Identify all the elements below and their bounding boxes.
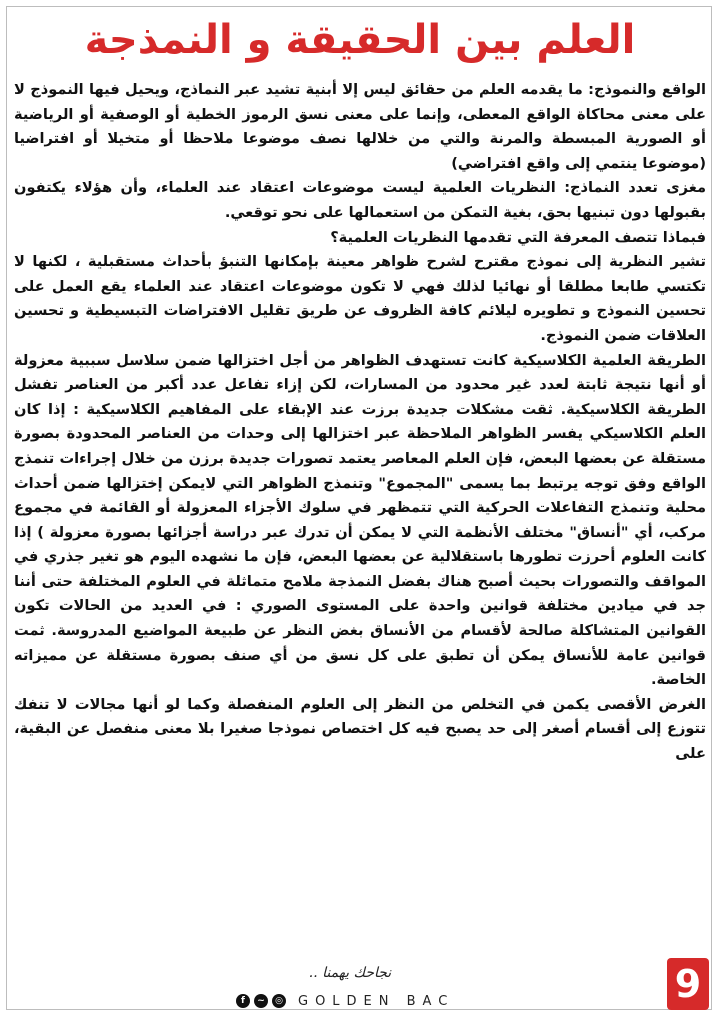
instagram-icon[interactable]: ◎ xyxy=(272,994,286,1008)
footer xyxy=(0,958,720,1018)
messenger-icon[interactable]: ~ xyxy=(254,994,268,1008)
paragraph-reality-model: الواقع والنموذج: ما يقدمه العلم من حقائق ليس إلا أبنية تشيد عبر النماذج، ويحيل فيها النموذج لا على معنى محاكاة الواقع المعطى، وإنما على معنى نسق الرموز الخطية أو الوصفية أو الرياضية أو الصورية المبسطة والمرنة والتي من خلالها نصف موضوعا ملاحظا أو متخيلا أو افتراضيا (موضوعا ينتمي إلى واقع افتراضي) xyxy=(14,81,706,172)
paragraph-ultimate-goal: الغرض الأقصى يكمن في التخلص من النظر إلى العلوم المنفصلة وكما لو أنها مجالات لا تنفك تتوزع إلى أقسام أصغر إلى حد يصبح فيه كل اختصاص نموذجا صغيرا بلا معنى منفصل عن البقية، على xyxy=(14,695,706,763)
paragraph-question: فبماذا تتصف المعرفة التي تقدمها النظريات العلمية؟ xyxy=(330,228,706,246)
article-body xyxy=(14,78,706,978)
social-bar xyxy=(236,990,454,1012)
paragraph-theory: تشير النظرية إلى نموذج مقترح لشرح ظواهر معينة بإمكانها التنبؤ بأحداث مستقبلية ، لكنها لا تكتسي طابعا مطلقا أو نهائيا لذلك فهي لا تكون موضوعات اعتقاد عند العلماء يقع العمل على تحسين النموذج و تطويره ليلائم كافة الظروف عن طريق تقليل الافتراضات التبسيطية و تحسين العلاقات ضمن النموذج. xyxy=(14,253,706,344)
paragraph-multiple-models: مغزى تعدد النماذج: النظريات العلمية ليست موضوعات اعتقاد عند العلماء، وأن هؤلاء يكتفون بقبولها دون تبنيها بحق، بغية التمكن من استعمالها على نحو توقعي. xyxy=(14,179,706,221)
brand-name: GOLDEN BAC xyxy=(298,993,455,1009)
page-number: 9 xyxy=(667,958,709,1010)
signature: نجاحك يهمنا .. xyxy=(308,965,392,981)
facebook-icon[interactable]: f xyxy=(236,994,250,1008)
page-title: العلم بين الحقيقة و النمذجة xyxy=(84,17,636,63)
paragraph-classical-method: الطريقة العلمية الكلاسيكية كانت تستهدف الظواهر من أجل اختزالها ضمن سلاسل سببية معزولة أو أنها نتيجة ثابتة لعدد غير محدود من المسارات، لكن إزاء تفاعل عدد أكبر من العناصر تفشل الطريقة الكلاسيكية. ثقت مشكلات جديدة برزت عند الإبقاء على المفاهيم الكلاسيكية : إذا كان العلم الكلاسيكي يفسر الظواهر الملاحظة عبر اختزالها إلى وحدات من العناصر المحدودة بصورة مستقلة عن بعضها البعض، فإن العلم المعاصر يعتمد تصورات جديدة برزن من خلال إجراءات تنمذج الواقع وفق توجه يرتبط بما يسمى "المجموع" وتنمذج الظواهر التي لايمكن إختزالها ضمن أحداث محلية وتنمذج التفاعلات الحركية التي تتمظهر في سلوك الأجزاء المعزولة أو القائمة في مجموع مركب، أي "أنساق" مختلف الأنظمة التي لا يمكن أن تدرك عبر دراسة أجزائها بصورة معزولة ) إذا كانت العلوم أحرزت تطورها باستقلالية عن بعضها البعض، فإن ما نشهده اليوم هو تغير جذري في المواقف والتصورات بحيث أصبح هناك بفضل النمذجة ملامح متماثلة في العلوم المختلفة حتى أننا جد في ميادين مختلفة قوانين واحدة على المستوى الصوري : في العديد من الحالات تكون القوانين المتشاكلة صالحة لأقسام من الأنساق بغض النظر عن طبيعة المواضيع المدروسة. ثمت قوانين عامة للأنساق يمكن أن تطبق على كل نسق من أي صنف بصورة مستقلة عن مميزاته الخاصة. xyxy=(14,351,706,689)
